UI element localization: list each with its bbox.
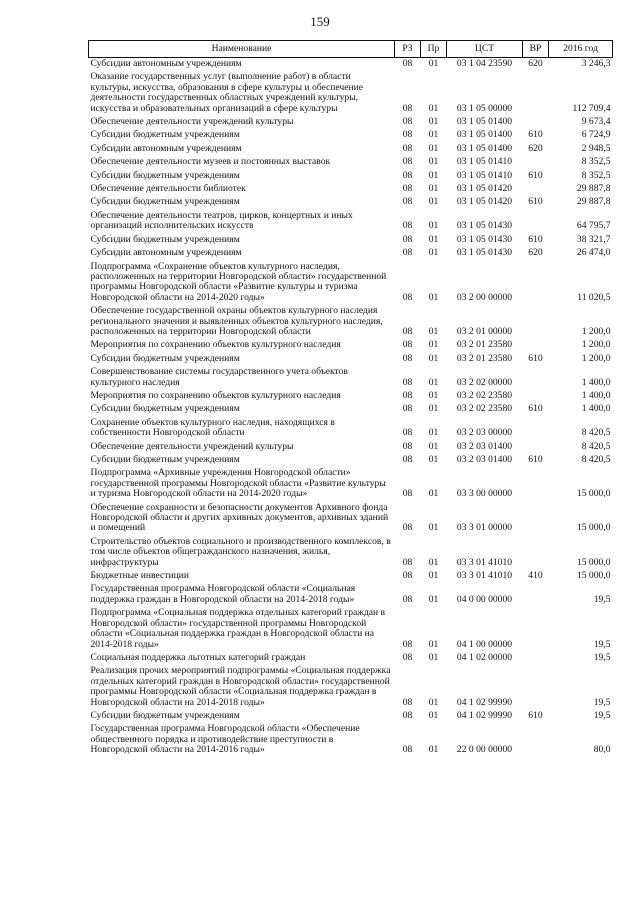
- cell-vr: [523, 261, 549, 306]
- table-row: [89, 441, 613, 454]
- cell-pr: 01: [428, 352, 439, 364]
- cell-amount: 19,5: [593, 638, 611, 650]
- cell-amount: 6 724,9: [581, 129, 611, 141]
- cell-vr: [523, 441, 549, 454]
- cell-amount: 15 000,0: [576, 556, 611, 568]
- cell-cst: 03 1 05 01400: [456, 142, 513, 154]
- cell-name: Обеспечение деятельности учреждений культуры: [90, 440, 294, 452]
- cell-rz: 08: [402, 291, 413, 303]
- cell-pr: 01: [428, 709, 439, 721]
- cell-amount: 9 673,4: [581, 116, 611, 128]
- cell-amount: 80,0: [593, 744, 611, 756]
- cell-cst: 04 0 00 00000: [456, 593, 513, 605]
- cell-name: Субсидии бюджетным учреждениям: [90, 709, 240, 721]
- table-header-row: [89, 41, 613, 58]
- cell-rz: 08: [402, 142, 413, 154]
- cell-amount: 1 200,0: [581, 325, 611, 337]
- table-row: [89, 454, 613, 467]
- table-body: [89, 58, 613, 758]
- table-row: [89, 247, 613, 260]
- cell-amount: 19,5: [593, 696, 611, 708]
- cell-rz: 08: [402, 638, 413, 650]
- cell-rz: 08: [402, 454, 413, 465]
- cell-pr: 01: [428, 556, 439, 568]
- cell-pr: 01: [428, 183, 439, 195]
- cell-name: Оказание государственных услуг (выполнение работ) в области культуры, искусства, образования в сфере культуры и обеспечение деятельности государственных областных учреждений культуры, искусства и образовательных организаций в сфере культуры: [90, 71, 364, 114]
- cell-amount: 8 420,5: [581, 427, 611, 439]
- cell-rz: 08: [402, 247, 413, 259]
- cell-rz: 08: [402, 169, 413, 181]
- table-row: [89, 339, 613, 352]
- cell-amount: 15 000,0: [576, 570, 611, 582]
- cell-cst: 03 3 01 00000: [456, 522, 513, 534]
- cell-amount: 112 709,4: [572, 102, 611, 114]
- cell-amount: 19,5: [593, 709, 611, 721]
- cell-name: Субсидии автономным учреждениям: [90, 142, 242, 154]
- cell-rz: 08: [402, 102, 413, 114]
- cell-cst: 03 2 00 00000: [456, 291, 513, 303]
- cell-vr: 610: [528, 403, 543, 415]
- cell-rz: 08: [402, 129, 413, 141]
- cell-amount: 8 420,5: [581, 454, 611, 465]
- cell-cst: 03 1 05 01430: [456, 220, 513, 232]
- cell-pr: 01: [428, 454, 439, 465]
- cell-pr: 01: [428, 339, 439, 351]
- cell-amount: 38 321,7: [576, 233, 611, 245]
- table-row: [89, 58, 613, 72]
- cell-vr: 610: [528, 454, 543, 465]
- cell-pr: 01: [428, 376, 439, 388]
- cell-amount: 1 400,0: [581, 403, 611, 415]
- cell-pr: 01: [428, 651, 439, 663]
- cell-amount: 29 887,8: [576, 183, 611, 195]
- cell-rz: 08: [402, 325, 413, 337]
- cell-rz: 08: [402, 196, 413, 208]
- cell-cst: 03 1 05 01400: [456, 129, 513, 141]
- header-pr: Пр: [421, 41, 447, 58]
- cell-rz: 08: [402, 696, 413, 708]
- header-cst: ЦСТ: [447, 41, 523, 58]
- cell-pr: 01: [428, 233, 439, 245]
- cell-pr: 01: [428, 403, 439, 415]
- cell-rz: 08: [402, 339, 413, 351]
- cell-rz: 08: [402, 744, 413, 756]
- cell-name: Обеспечение деятельности музеев и постоянных выставок: [90, 156, 331, 168]
- cell-name: Сохранение объектов культурного наследия, находящихся в собственности Новгородской области: [90, 416, 335, 439]
- cell-cst: 03 2 03 01400: [456, 454, 513, 465]
- table-row: [89, 129, 613, 142]
- cell-name: Совершенствование системы государственного учета объектов культурного наследия: [90, 366, 348, 388]
- cell-name: Мероприятия по сохранению объектов культурного наследия: [90, 389, 341, 401]
- cell-pr: 01: [428, 593, 439, 605]
- cell-rz: 08: [402, 389, 413, 401]
- cell-cst: 03 1 05 00000: [456, 102, 513, 114]
- cell-name: Субсидии автономным учреждениям: [90, 247, 242, 259]
- table-row: [89, 467, 613, 501]
- cell-amount: 1 200,0: [581, 339, 611, 351]
- cell-pr: 01: [428, 156, 439, 168]
- cell-pr: 01: [428, 696, 439, 708]
- header-vr: ВР: [523, 41, 549, 58]
- table-row: [89, 536, 613, 570]
- cell-vr: [523, 652, 549, 665]
- table-row: [89, 665, 613, 710]
- table-row: [89, 156, 613, 169]
- cell-vr: 620: [528, 58, 543, 69]
- cell-name: Подпрограмма «Социальная поддержка отдельных категорий граждан в Новгородской области» государственной программы Новгородской области «Социальная поддержка граждан в Новгородской области на 2014-2018 годы»: [90, 607, 386, 650]
- cell-vr: [523, 723, 549, 757]
- table-row: [89, 710, 613, 723]
- cell-pr: 01: [428, 169, 439, 181]
- cell-rz: 08: [402, 440, 413, 452]
- table-row: [89, 305, 613, 339]
- table-row: [89, 71, 613, 116]
- cell-cst: 03 2 01 23580: [456, 339, 513, 351]
- table-row: [89, 261, 613, 306]
- cell-name: Обеспечение сохранности и безопасности документов Архивного фонда Новгородской области и других архивных документов, архивных зданий и помещений: [90, 501, 389, 534]
- cell-rz: 08: [402, 593, 413, 605]
- cell-pr: 01: [428, 325, 439, 337]
- cell-pr: 01: [428, 196, 439, 208]
- table-row: [89, 196, 613, 209]
- table-row: [89, 183, 613, 196]
- cell-name: Субсидии бюджетным учреждениям: [90, 403, 240, 415]
- cell-vr: [523, 116, 549, 129]
- cell-rz: 08: [402, 522, 413, 534]
- table-row: [89, 723, 613, 757]
- cell-vr: 610: [528, 169, 543, 181]
- cell-cst: 04 1 00 00000: [456, 638, 513, 650]
- cell-pr: 01: [428, 142, 439, 154]
- cell-amount: 19,5: [593, 651, 611, 663]
- cell-cst: 03 1 05 01410: [456, 156, 513, 168]
- cell-rz: 08: [402, 352, 413, 364]
- cell-pr: 01: [428, 102, 439, 114]
- cell-amount: 26 474,0: [576, 247, 611, 259]
- cell-amount: 19,5: [593, 593, 611, 605]
- cell-rz: 08: [402, 376, 413, 388]
- cell-name: Мероприятия по сохранению объектов культурного наследия: [90, 339, 341, 351]
- cell-pr: 01: [428, 522, 439, 534]
- cell-vr: 610: [528, 129, 543, 141]
- table-row: [89, 366, 613, 390]
- cell-vr: [523, 339, 549, 352]
- cell-rz: 08: [402, 570, 413, 582]
- cell-name: Субсидии бюджетным учреждениям: [90, 233, 240, 245]
- table-row: [89, 417, 613, 441]
- cell-cst: 22 0 00 00000: [456, 744, 513, 756]
- cell-vr: [523, 390, 549, 403]
- cell-pr: 01: [428, 116, 439, 128]
- cell-name: Социальная поддержка льготных категорий граждан: [90, 651, 306, 663]
- cell-vr: [523, 71, 549, 116]
- cell-pr: 01: [428, 58, 439, 69]
- header-amount: 2016 год: [549, 41, 613, 58]
- table-row: [89, 607, 613, 652]
- table-row: [89, 502, 613, 536]
- table-row: [89, 353, 613, 366]
- cell-rz: 08: [402, 183, 413, 195]
- cell-name: Обеспечение деятельности театров, цирков, концертных и иных организаций исполнительских искусств: [90, 209, 353, 232]
- cell-pr: 01: [428, 570, 439, 582]
- cell-cst: 03 2 01 23580: [456, 352, 513, 364]
- cell-name: Обеспечение деятельности учреждений культуры: [90, 116, 294, 128]
- cell-amount: 29 887,8: [576, 196, 611, 208]
- cell-amount: 8 420,5: [581, 440, 611, 452]
- cell-name: Субсидии бюджетным учреждениям: [90, 196, 240, 208]
- cell-rz: 08: [402, 556, 413, 568]
- cell-name: Бюджетные инвестиции: [90, 570, 189, 582]
- table-row: [89, 234, 613, 247]
- cell-rz: 08: [402, 709, 413, 721]
- cell-rz: 08: [402, 427, 413, 439]
- cell-vr: [523, 183, 549, 196]
- cell-amount: 3 246,3: [581, 58, 611, 69]
- cell-name: Субсидии бюджетным учреждениям: [90, 454, 240, 465]
- cell-pr: 01: [428, 440, 439, 452]
- cell-pr: 01: [428, 638, 439, 650]
- cell-name: Субсидии бюджетным учреждениям: [90, 129, 240, 141]
- cell-cst: 03 3 01 41010: [456, 570, 513, 582]
- cell-pr: 01: [428, 291, 439, 303]
- cell-vr: [523, 583, 549, 607]
- cell-name: Субсидии автономным учреждениям: [90, 58, 242, 69]
- cell-name: Субсидии бюджетным учреждениям: [90, 352, 240, 364]
- cell-cst: 03 2 03 00000: [456, 427, 513, 439]
- cell-vr: [523, 502, 549, 536]
- cell-rz: 08: [402, 220, 413, 232]
- table-row: [89, 403, 613, 416]
- cell-name: Государственная программа Новгородской области «Социальная поддержка граждан в Новгородской области на 2014-2018 годы»: [90, 583, 356, 605]
- cell-amount: 8 352,5: [581, 156, 611, 168]
- cell-vr: 620: [528, 142, 543, 154]
- cell-cst: 03 1 05 01400: [456, 116, 513, 128]
- table-row: [89, 170, 613, 183]
- table-row: [89, 652, 613, 665]
- table-row: [89, 390, 613, 403]
- cell-vr: 610: [528, 352, 543, 364]
- cell-cst: 03 1 05 01420: [456, 196, 513, 208]
- cell-cst: 03 2 02 23580: [456, 389, 513, 401]
- cell-amount: 8 352,5: [581, 169, 611, 181]
- cell-name: Подпрограмма «Сохранение объектов культурного наследия, расположенных на территории Новгородской области» государственной программы Новгородской области «Развитие культуры и туризма Новгородской области на 2014-2020 годы»: [90, 260, 387, 303]
- cell-rz: 08: [402, 156, 413, 168]
- cell-amount: 2 948,5: [581, 142, 611, 154]
- cell-cst: 04 1 02 00000: [456, 651, 513, 663]
- cell-vr: [523, 467, 549, 501]
- cell-amount: 1 400,0: [581, 376, 611, 388]
- cell-vr: [523, 417, 549, 441]
- cell-vr: [523, 156, 549, 169]
- cell-vr: [523, 305, 549, 339]
- cell-pr: 01: [428, 247, 439, 259]
- cell-rz: 08: [402, 403, 413, 415]
- table-row: [89, 210, 613, 234]
- cell-pr: 01: [428, 744, 439, 756]
- header-rz: РЗ: [395, 41, 421, 58]
- cell-cst: 03 1 05 01420: [456, 183, 513, 195]
- table-row: [89, 583, 613, 607]
- cell-cst: 03 1 05 01430: [456, 247, 513, 259]
- cell-name: Государственная программа Новгородской области «Обеспечение общественного порядка и противодействие преступности в Новгородской области на 2014-2016 годы»: [90, 723, 360, 756]
- cell-cst: 03 1 05 01410: [456, 169, 513, 181]
- cell-amount: 15 000,0: [576, 522, 611, 534]
- cell-cst: 03 2 03 01400: [456, 440, 513, 452]
- cell-cst: 03 2 02 23580: [456, 403, 513, 415]
- cell-cst: 04 1 02 99990: [456, 709, 513, 721]
- cell-amount: 11 020,5: [577, 291, 611, 303]
- cell-vr: [523, 536, 549, 570]
- cell-name: Реализация прочих мероприятий подпрограммы «Социальная поддержка отдельных категорий граждан в Новгородской области» государственной программы Новгородской области «Социальная поддержка граждан в Новгородской области на 2014-2018 годы»: [90, 665, 391, 708]
- cell-vr: [523, 366, 549, 390]
- cell-cst: 04 1 02 99990: [456, 696, 513, 708]
- cell-cst: 03 1 05 01430: [456, 233, 513, 245]
- cell-rz: 08: [402, 58, 413, 69]
- page-number: 159: [310, 14, 330, 29]
- cell-name: Подпрограмма «Архивные учреждения Новгородской области» государственной программы Новгородской области «Развитие культуры и туризма Новгородской области на 2014-2020 годы»: [90, 467, 386, 500]
- table-row: [89, 116, 613, 129]
- cell-pr: 01: [428, 488, 439, 500]
- cell-vr: 620: [528, 247, 543, 259]
- cell-name: Обеспечение государственной охраны объектов культурного наследия регионального значения и выявленных объектов культурного наследия, расположенных на территории Новгородской области: [90, 305, 383, 337]
- cell-rz: 08: [402, 116, 413, 128]
- cell-name: Обеспечение деятельности библиотек: [90, 183, 246, 195]
- cell-vr: [523, 665, 549, 710]
- table-row: [89, 143, 613, 156]
- cell-vr: 610: [528, 233, 543, 245]
- cell-cst: 03 1 04 23590: [456, 58, 513, 69]
- cell-amount: 1 200,0: [581, 352, 611, 364]
- cell-rz: 08: [402, 651, 413, 663]
- cell-amount: 64 795,7: [576, 220, 611, 232]
- cell-pr: 01: [428, 389, 439, 401]
- cell-vr: 410: [528, 570, 543, 582]
- cell-amount: 1 400,0: [581, 389, 611, 401]
- cell-pr: 01: [428, 220, 439, 232]
- table-row: [89, 570, 613, 583]
- cell-cst: 03 2 01 00000: [456, 325, 513, 337]
- budget-table: [88, 40, 613, 758]
- header-name: Наименование: [89, 41, 395, 58]
- cell-vr: 610: [528, 196, 543, 208]
- cell-pr: 01: [428, 427, 439, 439]
- cell-cst: 03 3 00 00000: [456, 488, 513, 500]
- cell-name: Строительство объектов социального и производственного комплексов, в том числе объектов общегражданского назначения, жилья, инфраструктуры: [90, 535, 391, 568]
- cell-cst: 03 3 01 41010: [456, 556, 513, 568]
- cell-pr: 01: [428, 129, 439, 141]
- cell-name: Субсидии бюджетным учреждениям: [90, 169, 240, 181]
- cell-amount: 15 000,0: [576, 488, 611, 500]
- cell-vr: [523, 607, 549, 652]
- cell-rz: 08: [402, 488, 413, 500]
- cell-rz: 08: [402, 233, 413, 245]
- cell-cst: 03 2 02 00000: [456, 376, 513, 388]
- cell-vr: [523, 210, 549, 234]
- cell-vr: 610: [528, 709, 543, 721]
